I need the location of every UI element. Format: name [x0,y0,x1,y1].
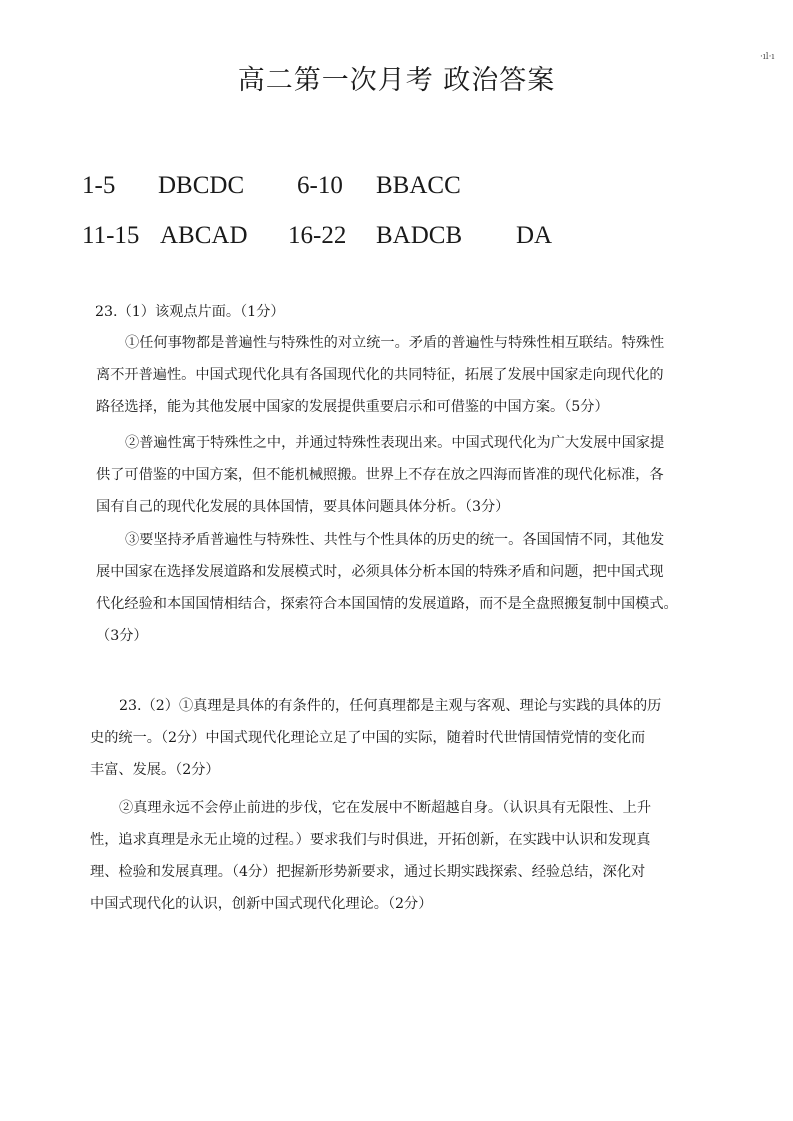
text-line: ②真理永远不会停止前进的步伐，它在发展中不断超越自身。（认识具有无限性、上升 [119,800,652,816]
corner-mark: ·ıl·ı [760,52,775,62]
text-line: ①任何事物都是普遍性与特殊性的对立统一。矛盾的普遍性与特殊性相互联结。特殊性 [125,335,665,351]
q23-1-point-3 [96,524,678,652]
text-line: 史的统一。（2分）中国式现代化理论立足了中国的实际，随着时代世情国情党情的变化而 [90,730,646,746]
text-line: 国有自己的现代化发展的具体国情，要具体问题具体分析。（3分） [96,499,510,515]
mc-answer: ABCAD [160,222,248,249]
q23-2-point-1 [90,690,661,786]
mc-answers-row-1 [0,172,793,208]
text-line: 展中国家在选择发展道路和发展模式时，必须具体分析本国的特殊矛盾和问题，把中国式现 [96,564,664,580]
text-line: 性，追求真理是永无止境的过程。）要求我们与时俱进，开拓创新，在实践中认识和发现真 [90,832,651,848]
mc-answers-row-2 [0,222,793,258]
mc-range: 6-10 [297,172,343,199]
mc-answer: BADCB [376,222,463,249]
q23-1-point-2 [96,427,664,523]
mc-range: 11-15 [82,222,140,249]
mc-answer: DBCDC [158,172,245,199]
page-title: 高二第一次月考 政治答案 [237,65,556,96]
mc-range: 1-5 [82,172,116,199]
text-line: 路径选择，能为其他发展中国家的发展提供重要启示和可借鉴的中国方案。（5分） [96,399,609,415]
text-line: 23.（2）①真理是具体的有条件的，任何真理都是主观与客观、理论与实践的具体的历 [119,698,662,714]
text-line: ②普遍性寓于特殊性之中，并通过特殊性表现出来。中国式现代化为广大发展中国家提 [125,435,665,451]
mc-answer: DA [516,222,553,249]
mc-answer: BBACC [376,172,461,199]
text-line: 代化经验和本国国情相结合，探索符合本国国情的发展道路，而不是全盘照搬复制中国模式。 [96,596,678,612]
text-line: （3分） [96,628,148,644]
text-line: 23.（1）该观点片面。（1分） [95,304,285,320]
text-line: 供了可借鉴的中国方案，但不能机械照搬。世界上不存在放之四海而皆准的现代化标准，各 [96,467,664,483]
q23-2-point-2 [90,792,651,920]
text-line: 中国式现代化的认识，创新中国式现代化理论。（2分） [90,896,433,912]
text-line: 理、检验和发展真理。（4分）把握新形势新要求，通过长期实践探索、经验总结，深化对 [90,864,646,880]
text-line: 离不开普遍性。中国式现代化具有各国现代化的共同特征，拓展了发展中国家走向现代化的 [96,367,664,383]
q23-1-point-1 [96,327,664,423]
text-line: 丰富、发展。（2分） [90,762,220,778]
mc-range: 16-22 [288,222,347,249]
q23-1-heading [95,296,285,328]
text-line: ③要坚持矛盾普遍性与特殊性、共性与个性具体的历史的统一。各国国情不同，其他发 [125,532,665,548]
